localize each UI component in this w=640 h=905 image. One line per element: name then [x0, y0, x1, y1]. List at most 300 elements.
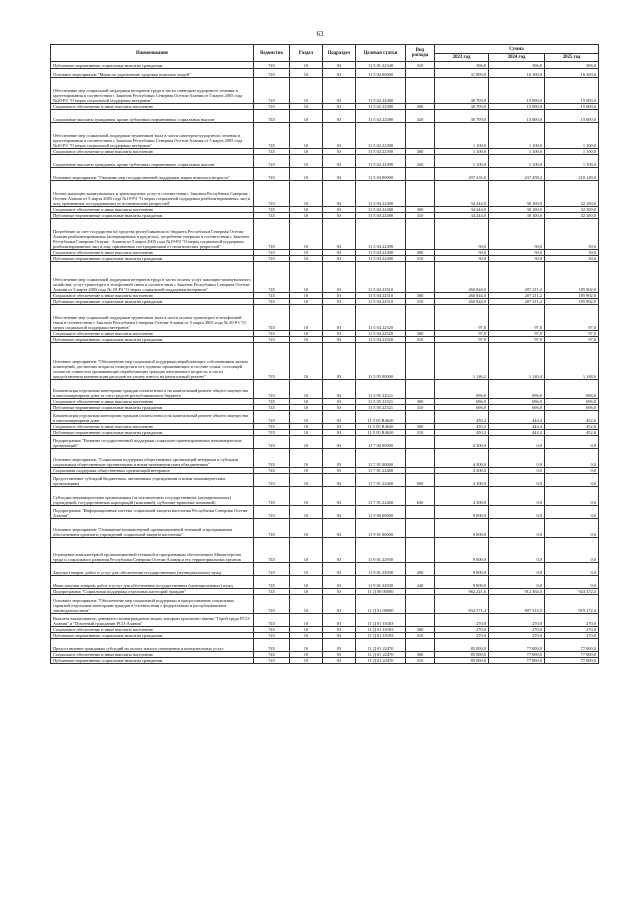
- cell-name: Погребение за счет государства на средства республиканского бюджета Республики Северная Осетия - Алания реабилитированных (возвращенных в пределах), погребение умерших в соответствии с Законом Республики Северная Осетия - Алания от 5 марта 2005 года №19-РЗ "О мерах социальной поддержки реабилитированных лиц и лиц, признанных пострадавшими от политических репрессий": [51, 219, 254, 250]
- cell-sum-2023: 4 300,0: [435, 436, 489, 449]
- cell-sum-2025: 0,0: [545, 519, 599, 538]
- cell-podrazdel: 03: [323, 256, 356, 262]
- cell-name: Социальное обеспечение и иные выплаты населению: [51, 250, 254, 256]
- cell-razdel: 10: [290, 262, 323, 293]
- cell-target-article: 11 Д 01 22470: [356, 658, 406, 664]
- cell-expense-type: [406, 69, 435, 78]
- cell-sum-2025: 97,0: [545, 337, 599, 343]
- cell-podrazdel: 03: [323, 305, 356, 331]
- cell-sum-2023: 1 146,2: [435, 343, 489, 380]
- cell-ved: 745: [254, 411, 290, 424]
- cell-target-article: 11 5 02 22380: [356, 104, 406, 110]
- cell-podrazdel: 03: [323, 633, 356, 639]
- cell-target-article: 11 7 01 22460: [356, 487, 406, 506]
- cell-podrazdel: 03: [323, 658, 356, 664]
- cell-expense-type: 310: [406, 256, 435, 262]
- cell-expense-type: [406, 305, 435, 331]
- cell-razdel: 10: [290, 181, 323, 207]
- table-row: [51, 155, 599, 168]
- cell-ved: 745: [254, 305, 290, 331]
- cell-name: Обеспечение мер социальной поддержки ветеранов труда в части санаторно-курортного лечения и протезирования в соответствии с Законом Республики Северная Осетия-Алания от 5 марта 2005 года №20-РЗ "О мерах социальной поддержки ветеранов": [51, 78, 254, 104]
- cell-ved: 745: [254, 436, 290, 449]
- cell-podrazdel: 03: [323, 250, 356, 256]
- cell-sum-2025: 1 100,0: [545, 149, 599, 155]
- cell-podrazdel: 03: [323, 627, 356, 633]
- cell-podrazdel: 03: [323, 104, 356, 110]
- cell-sum-2025: 452,6: [545, 430, 599, 436]
- header-podrazdel: Подраздел: [323, 45, 356, 62]
- cell-target-article: 11 5 05 22521: [356, 405, 406, 411]
- cell-target-article: 11 5 01 22340: [356, 62, 406, 69]
- cell-name: Предоставление гражданам субсидий на оплату жилого помещения и коммунальных услуг: [51, 639, 254, 652]
- cell-sum-2023: 306,0: [435, 62, 489, 69]
- cell-ved: 745: [254, 337, 290, 343]
- cell-sum-2024: 912 364,5: [489, 589, 545, 595]
- cell-sum-2025: 0,0: [545, 449, 599, 468]
- cell-sum-2024: 696,0: [489, 399, 545, 405]
- cell-sum-2025: 0,0: [545, 506, 599, 519]
- cell-razdel: 10: [290, 293, 323, 299]
- cell-name: Социальное обеспечение и иные выплаты населению: [51, 331, 254, 337]
- cell-sum-2024: 270,0: [489, 633, 545, 639]
- cell-sum-2023: 450,2: [435, 411, 489, 424]
- cell-target-article: 11 5 02 22390: [356, 149, 406, 155]
- cell-target-article: 11 5 04 22510: [356, 293, 406, 299]
- cell-razdel: 10: [290, 69, 323, 78]
- cell-expense-type: 310: [406, 405, 435, 411]
- cell-podrazdel: 03: [323, 168, 356, 181]
- cell-sum-2025: 15 000,0: [545, 78, 599, 104]
- cell-sum-2024: 16 100,0: [489, 69, 545, 78]
- cell-razdel: 10: [290, 627, 323, 633]
- cell-name: Социальные выплаты гражданам, кроме публичных нормативных социальных выплат: [51, 110, 254, 123]
- cell-sum-2025: 0,0: [545, 468, 599, 474]
- table-row: [51, 305, 599, 331]
- cell-sum-2024: 0,0: [489, 487, 545, 506]
- cell-sum-2023: 696,0: [435, 405, 489, 411]
- cell-target-article: 11 5 02 22380: [356, 110, 406, 123]
- cell-target-article: 11 5 02 22380: [356, 78, 406, 104]
- cell-name: Публичные нормативные социальные выплаты гражданам: [51, 658, 254, 664]
- cell-podrazdel: 03: [323, 519, 356, 538]
- cell-ved: 745: [254, 78, 290, 104]
- cell-expense-type: 310: [406, 337, 435, 343]
- cell-podrazdel: 03: [323, 595, 356, 614]
- cell-expense-type: 300: [406, 627, 435, 633]
- header-name: Наименование: [51, 45, 254, 62]
- cell-podrazdel: 03: [323, 614, 356, 627]
- cell-expense-type: [406, 639, 435, 652]
- cell-name: Подпрограмма "Социальная поддержка отдельных категорий граждан": [51, 589, 254, 595]
- cell-sum-2024: 0,0: [489, 576, 545, 589]
- cell-name: Оплата жилищно-коммунальных и транспортных услуг в соответствии с Законом Республики Северная Осетия-Алания от 5 марта 2005 года №19-РЗ "О мерах социальной поддержки реабилитированных лиц и лиц, признанных пострадавшими от политических репрессий": [51, 181, 254, 207]
- cell-podrazdel: 03: [323, 430, 356, 436]
- cell-razdel: 10: [290, 207, 323, 213]
- cell-expense-type: 200: [406, 563, 435, 576]
- page-number: 63: [316, 30, 324, 38]
- cell-sum-2025: 0,0: [545, 487, 599, 506]
- cell-podrazdel: 03: [323, 399, 356, 405]
- cell-name: Закупка товаров, работ и услуг для обеспечения государственных (муниципальных) нужд: [51, 563, 254, 576]
- cell-target-article: 11 5 04 22510: [356, 262, 406, 293]
- cell-ved: 745: [254, 331, 290, 337]
- cell-expense-type: 300: [406, 424, 435, 430]
- cell-expense-type: [406, 411, 435, 424]
- cell-sum-2025: 1 100,0: [545, 123, 599, 149]
- table-row: [51, 62, 599, 69]
- cell-name: Социальные выплаты гражданам, кроме публичных нормативных социальных выплат: [51, 155, 254, 168]
- cell-target-article: 11 Д 01 22470: [356, 639, 406, 652]
- cell-sum-2024: 0,0: [489, 506, 545, 519]
- cell-name: Субсидии некоммерческим организациям (за исключением государственных (муниципальных) учреждений, государственных корпораций (компаний), публично-правовых компаний): [51, 487, 254, 506]
- cell-sum-2024: 207 211,2: [489, 299, 545, 305]
- cell-target-article: 11 5 04 00000: [356, 168, 406, 181]
- cell-sum-2023: 934 571,4: [435, 595, 489, 614]
- cell-target-article: 11 5 05 22521: [356, 399, 406, 405]
- cell-name: Обеспечение мер социальной поддержки тружеников тыла в части оплаты транспорта и телефонной связи в соответствии с Законом Республики Северная Осетия-Алания от 5 марта 2005 года № 20-РЗ "О мерах социальной поддержки ветеранов": [51, 305, 254, 331]
- cell-ved: 745: [254, 506, 290, 519]
- cell-razdel: 10: [290, 563, 323, 576]
- cell-sum-2025: 32 100,0: [545, 207, 599, 213]
- cell-ved: 745: [254, 181, 290, 207]
- cell-expense-type: 310: [406, 658, 435, 664]
- cell-sum-2025: 1 100,0: [545, 155, 599, 168]
- cell-name: Социальное обеспечение и иные выплаты населению: [51, 207, 254, 213]
- cell-ved: 745: [254, 399, 290, 405]
- table-row: [51, 110, 599, 123]
- cell-sum-2024: 15 000,0: [489, 104, 545, 110]
- cell-sum-2025: 452,6: [545, 424, 599, 430]
- table-body: [51, 62, 599, 664]
- cell-name: Иные закупки товаров, работ и услуг для обеспечения государственных (муниципальных) нужд: [51, 576, 254, 589]
- cell-target-article: 11 5 04 22480: [356, 213, 406, 219]
- cell-sum-2023: 50,0: [435, 250, 489, 256]
- cell-sum-2024: 0,0: [489, 563, 545, 576]
- cell-sum-2025: 0,0: [545, 576, 599, 589]
- cell-sum-2025: 77 000,0: [545, 639, 599, 652]
- cell-razdel: 10: [290, 380, 323, 399]
- cell-ved: 745: [254, 538, 290, 563]
- cell-sum-2024: 30 100,0: [489, 207, 545, 213]
- cell-razdel: 10: [290, 411, 323, 424]
- cell-target-article: 11 5 04 22490: [356, 250, 406, 256]
- cell-sum-2023: 85 000,0: [435, 652, 489, 658]
- cell-podrazdel: 03: [323, 474, 356, 487]
- cell-sum-2023: 270,0: [435, 633, 489, 639]
- cell-razdel: 10: [290, 104, 323, 110]
- cell-sum-2024: 0,0: [489, 468, 545, 474]
- cell-razdel: 10: [290, 652, 323, 658]
- cell-expense-type: [406, 380, 435, 399]
- table-row: [51, 436, 599, 449]
- cell-expense-type: 300: [406, 331, 435, 337]
- cell-sum-2024: 97,0: [489, 337, 545, 343]
- cell-name: Социальное обеспечение и иные выплаты населению: [51, 149, 254, 155]
- cell-podrazdel: 03: [323, 78, 356, 104]
- cell-razdel: 10: [290, 299, 323, 305]
- cell-podrazdel: 03: [323, 576, 356, 589]
- header-target-article: Целевая статья: [356, 45, 406, 62]
- cell-razdel: 10: [290, 123, 323, 149]
- cell-target-article: 11 5 05 R4620: [356, 424, 406, 430]
- cell-sum-2023: 97,0: [435, 305, 489, 331]
- cell-ved: 745: [254, 207, 290, 213]
- cell-sum-2023: 1 100,0: [435, 123, 489, 149]
- cell-expense-type: [406, 506, 435, 519]
- cell-target-article: 11 5 05 R4620: [356, 430, 406, 436]
- cell-name: Публичные нормативные социальные выплаты гражданам: [51, 337, 254, 343]
- cell-razdel: 10: [290, 589, 323, 595]
- cell-sum-2024: 0,0: [489, 449, 545, 468]
- cell-ved: 745: [254, 343, 290, 380]
- cell-ved: 745: [254, 633, 290, 639]
- cell-ved: 745: [254, 293, 290, 299]
- cell-sum-2025: 97,0: [545, 331, 599, 337]
- cell-sum-2025: 50,0: [545, 219, 599, 250]
- cell-name: Социальная поддержка общественных организаций ветеранов: [51, 468, 254, 474]
- cell-sum-2023: 4 300,0: [435, 449, 489, 468]
- cell-sum-2023: 270,0: [435, 614, 489, 627]
- header-razdel: Раздел: [290, 45, 323, 62]
- cell-sum-2024: 97,0: [489, 331, 545, 337]
- cell-razdel: 10: [290, 430, 323, 436]
- cell-razdel: 10: [290, 399, 323, 405]
- cell-name: Основное мероприятие "Оказание мер государственной поддержки лицам пожилого возраста": [51, 168, 254, 181]
- cell-podrazdel: 03: [323, 110, 356, 123]
- cell-sum-2025: 185 902,0: [545, 262, 599, 293]
- cell-name: Социальное обеспечение и иные выплаты населению: [51, 424, 254, 430]
- cell-name: Основное мероприятие "Социальная поддержка общественных организаций ветеранов и субсидии социальным общественным организациям и иным некоммерческим объединениям": [51, 449, 254, 468]
- cell-expense-type: 300: [406, 104, 435, 110]
- cell-podrazdel: 03: [323, 411, 356, 424]
- cell-target-article: 11 5 04 22480: [356, 181, 406, 207]
- cell-sum-2023: 962 221,6: [435, 589, 489, 595]
- cell-ved: 745: [254, 576, 290, 589]
- table-row: [51, 262, 599, 293]
- cell-sum-2025: 32 100,0: [545, 213, 599, 219]
- cell-ved: 745: [254, 589, 290, 595]
- cell-sum-2024: 207 211,2: [489, 262, 545, 293]
- cell-sum-2025: 77 000,0: [545, 658, 599, 664]
- table-row: [51, 519, 599, 538]
- cell-sum-2025: 50,0: [545, 250, 599, 256]
- cell-expense-type: [406, 343, 435, 380]
- cell-ved: 745: [254, 219, 290, 250]
- cell-sum-2024: 270,0: [489, 614, 545, 627]
- table-row: [51, 181, 599, 207]
- cell-ved: 745: [254, 213, 290, 219]
- cell-sum-2025: 185 902,0: [545, 293, 599, 299]
- cell-sum-2023: 97,0: [435, 337, 489, 343]
- cell-target-article: 11 5 04 22520: [356, 305, 406, 331]
- cell-sum-2025: 696,0: [545, 380, 599, 399]
- cell-sum-2024: 444,4: [489, 411, 545, 424]
- cell-sum-2025: 0,0: [545, 474, 599, 487]
- cell-expense-type: [406, 78, 435, 104]
- cell-sum-2023: 4 300,0: [435, 487, 489, 506]
- cell-sum-2025: 16 100,0: [545, 69, 599, 78]
- cell-expense-type: [406, 181, 435, 207]
- cell-sum-2023: 260 844,0: [435, 262, 489, 293]
- cell-name: Социальное обеспечение и иные выплаты населению: [51, 652, 254, 658]
- cell-podrazdel: 03: [323, 262, 356, 293]
- table-row: [51, 219, 599, 250]
- cell-expense-type: 300: [406, 399, 435, 405]
- cell-razdel: 10: [290, 62, 323, 69]
- cell-expense-type: 310: [406, 633, 435, 639]
- cell-razdel: 10: [290, 436, 323, 449]
- cell-target-article: 11 7 01 22460: [356, 474, 406, 487]
- cell-target-article: 11 5 04 22520: [356, 337, 406, 343]
- cell-sum-2024: 306,0: [489, 62, 545, 69]
- cell-name: Оснащение компьютерной организационной техникой и программным обеспечением Министерства труда и социального развития Республики Северная Осетия-Алания и его территориальных органов: [51, 538, 254, 563]
- cell-podrazdel: 03: [323, 299, 356, 305]
- cell-ved: 745: [254, 652, 290, 658]
- cell-sum-2025: 270,0: [545, 627, 599, 633]
- cell-sum-2023: 270,0: [435, 627, 489, 633]
- cell-sum-2024: 0,0: [489, 519, 545, 538]
- cell-ved: 745: [254, 487, 290, 506]
- cell-target-article: 11 9 01 22930: [356, 538, 406, 563]
- cell-ved: 745: [254, 62, 290, 69]
- cell-sum-2023: 450,2: [435, 424, 489, 430]
- cell-expense-type: 300: [406, 652, 435, 658]
- cell-podrazdel: 03: [323, 343, 356, 380]
- cell-target-article: 11 5 04 22510: [356, 299, 406, 305]
- cell-sum-2023: 9 000,0: [435, 519, 489, 538]
- table-row: [51, 563, 599, 576]
- table-row: [51, 614, 599, 627]
- cell-sum-2025: 306,0: [545, 62, 599, 69]
- cell-podrazdel: 03: [323, 213, 356, 219]
- cell-ved: 745: [254, 614, 290, 627]
- cell-podrazdel: 03: [323, 589, 356, 595]
- cell-sum-2024: 15 000,0: [489, 78, 545, 104]
- cell-target-article: 11 7 01 22460: [356, 468, 406, 474]
- cell-name: Основное мероприятие "Меры по укреплению здоровья пожилых людей": [51, 69, 254, 78]
- cell-sum-2024: 696,0: [489, 380, 545, 399]
- cell-target-article: 11 Д 01 10183: [356, 614, 406, 627]
- cell-target-article: 11 Д 00 00000: [356, 589, 406, 595]
- table-row: [51, 487, 599, 506]
- cell-ved: 745: [254, 155, 290, 168]
- cell-razdel: 10: [290, 155, 323, 168]
- cell-sum-2024: 444,4: [489, 424, 545, 430]
- cell-podrazdel: 03: [323, 563, 356, 576]
- cell-sum-2023: 9 000,0: [435, 563, 489, 576]
- cell-razdel: 10: [290, 405, 323, 411]
- cell-sum-2023: 696,0: [435, 399, 489, 405]
- cell-razdel: 10: [290, 331, 323, 337]
- cell-target-article: 11 7 01 00000: [356, 449, 406, 468]
- cell-target-article: 11 5 04 22490: [356, 256, 406, 262]
- cell-sum-2024: 444,4: [489, 430, 545, 436]
- cell-name: Подпрограмма "Информационная система социальной защиты населения Республики Северная Осетия-Алания": [51, 506, 254, 519]
- table-row: [51, 538, 599, 563]
- cell-expense-type: [406, 123, 435, 149]
- cell-razdel: 10: [290, 449, 323, 468]
- cell-sum-2025: 218 149,0: [545, 168, 599, 181]
- cell-sum-2025: 50,0: [545, 256, 599, 262]
- cell-name: Основное мероприятие "Обеспечение мер социальной поддержки и предоставление социальных гарантий отдельным категориям граждан в соответствии с федеральным и республиканским законодательством": [51, 595, 254, 614]
- cell-sum-2024: 77 000,0: [489, 658, 545, 664]
- cell-expense-type: 300: [406, 293, 435, 299]
- cell-expense-type: 310: [406, 62, 435, 69]
- table-row: [51, 449, 599, 468]
- cell-sum-2024: 0,0: [489, 538, 545, 563]
- cell-podrazdel: 03: [323, 337, 356, 343]
- cell-sum-2024: 237 458,2: [489, 168, 545, 181]
- cell-razdel: 10: [290, 78, 323, 104]
- cell-target-article: 11 Д 01 22470: [356, 652, 406, 658]
- cell-podrazdel: 03: [323, 207, 356, 213]
- cell-expense-type: [406, 538, 435, 563]
- cell-expense-type: 240: [406, 576, 435, 589]
- cell-target-article: 11 5 04 22480: [356, 207, 406, 213]
- cell-name: Публичные нормативные социальные выплаты гражданам: [51, 633, 254, 639]
- cell-podrazdel: 03: [323, 639, 356, 652]
- cell-target-article: 11 9 01 00000: [356, 519, 406, 538]
- cell-sum-2023: 450,2: [435, 430, 489, 436]
- cell-target-article: 11 9 01 22930: [356, 563, 406, 576]
- cell-sum-2023: 696,0: [435, 380, 489, 399]
- cell-sum-2023: 4 300,0: [435, 474, 489, 487]
- cell-sum-2023: 85 000,0: [435, 658, 489, 664]
- cell-expense-type: [406, 219, 435, 250]
- cell-expense-type: [406, 168, 435, 181]
- cell-expense-type: 630: [406, 487, 435, 506]
- cell-razdel: 10: [290, 576, 323, 589]
- cell-razdel: 10: [290, 424, 323, 430]
- cell-sum-2023: 50,0: [435, 256, 489, 262]
- cell-target-article: 11 5 02 00000: [356, 69, 406, 78]
- header-sum: Сумма: [435, 45, 599, 54]
- cell-razdel: 10: [290, 474, 323, 487]
- cell-podrazdel: 03: [323, 123, 356, 149]
- cell-podrazdel: 03: [323, 69, 356, 78]
- cell-sum-2025: 696,0: [545, 405, 599, 411]
- cell-sum-2023: 260 844,0: [435, 293, 489, 299]
- cell-name: Социальное обеспечение и иные выплаты населению: [51, 627, 254, 633]
- cell-ved: 745: [254, 627, 290, 633]
- cell-sum-2025: 696,0: [545, 399, 599, 405]
- cell-razdel: 10: [290, 487, 323, 506]
- cell-ved: 745: [254, 299, 290, 305]
- cell-razdel: 10: [290, 633, 323, 639]
- cell-ved: 745: [254, 69, 290, 78]
- cell-sum-2023: 31 809,0: [435, 69, 489, 78]
- cell-razdel: 10: [290, 614, 323, 627]
- table-header: [51, 45, 599, 62]
- cell-podrazdel: 03: [323, 538, 356, 563]
- cell-sum-2024: 0,0: [489, 436, 545, 449]
- table-row: [51, 411, 599, 424]
- table-row: [51, 168, 599, 181]
- cell-ved: 745: [254, 639, 290, 652]
- cell-sum-2024: 1 100,0: [489, 123, 545, 149]
- cell-podrazdel: 03: [323, 405, 356, 411]
- cell-sum-2025: 0,0: [545, 563, 599, 576]
- cell-expense-type: 320: [406, 155, 435, 168]
- cell-podrazdel: 03: [323, 331, 356, 337]
- cell-podrazdel: 03: [323, 293, 356, 299]
- cell-ved: 745: [254, 123, 290, 149]
- cell-expense-type: 320: [406, 110, 435, 123]
- cell-razdel: 10: [290, 595, 323, 614]
- header-ved: Ведомство: [254, 45, 290, 62]
- cell-sum-2025: 0,0: [545, 538, 599, 563]
- cell-sum-2024: 1 100,0: [489, 155, 545, 168]
